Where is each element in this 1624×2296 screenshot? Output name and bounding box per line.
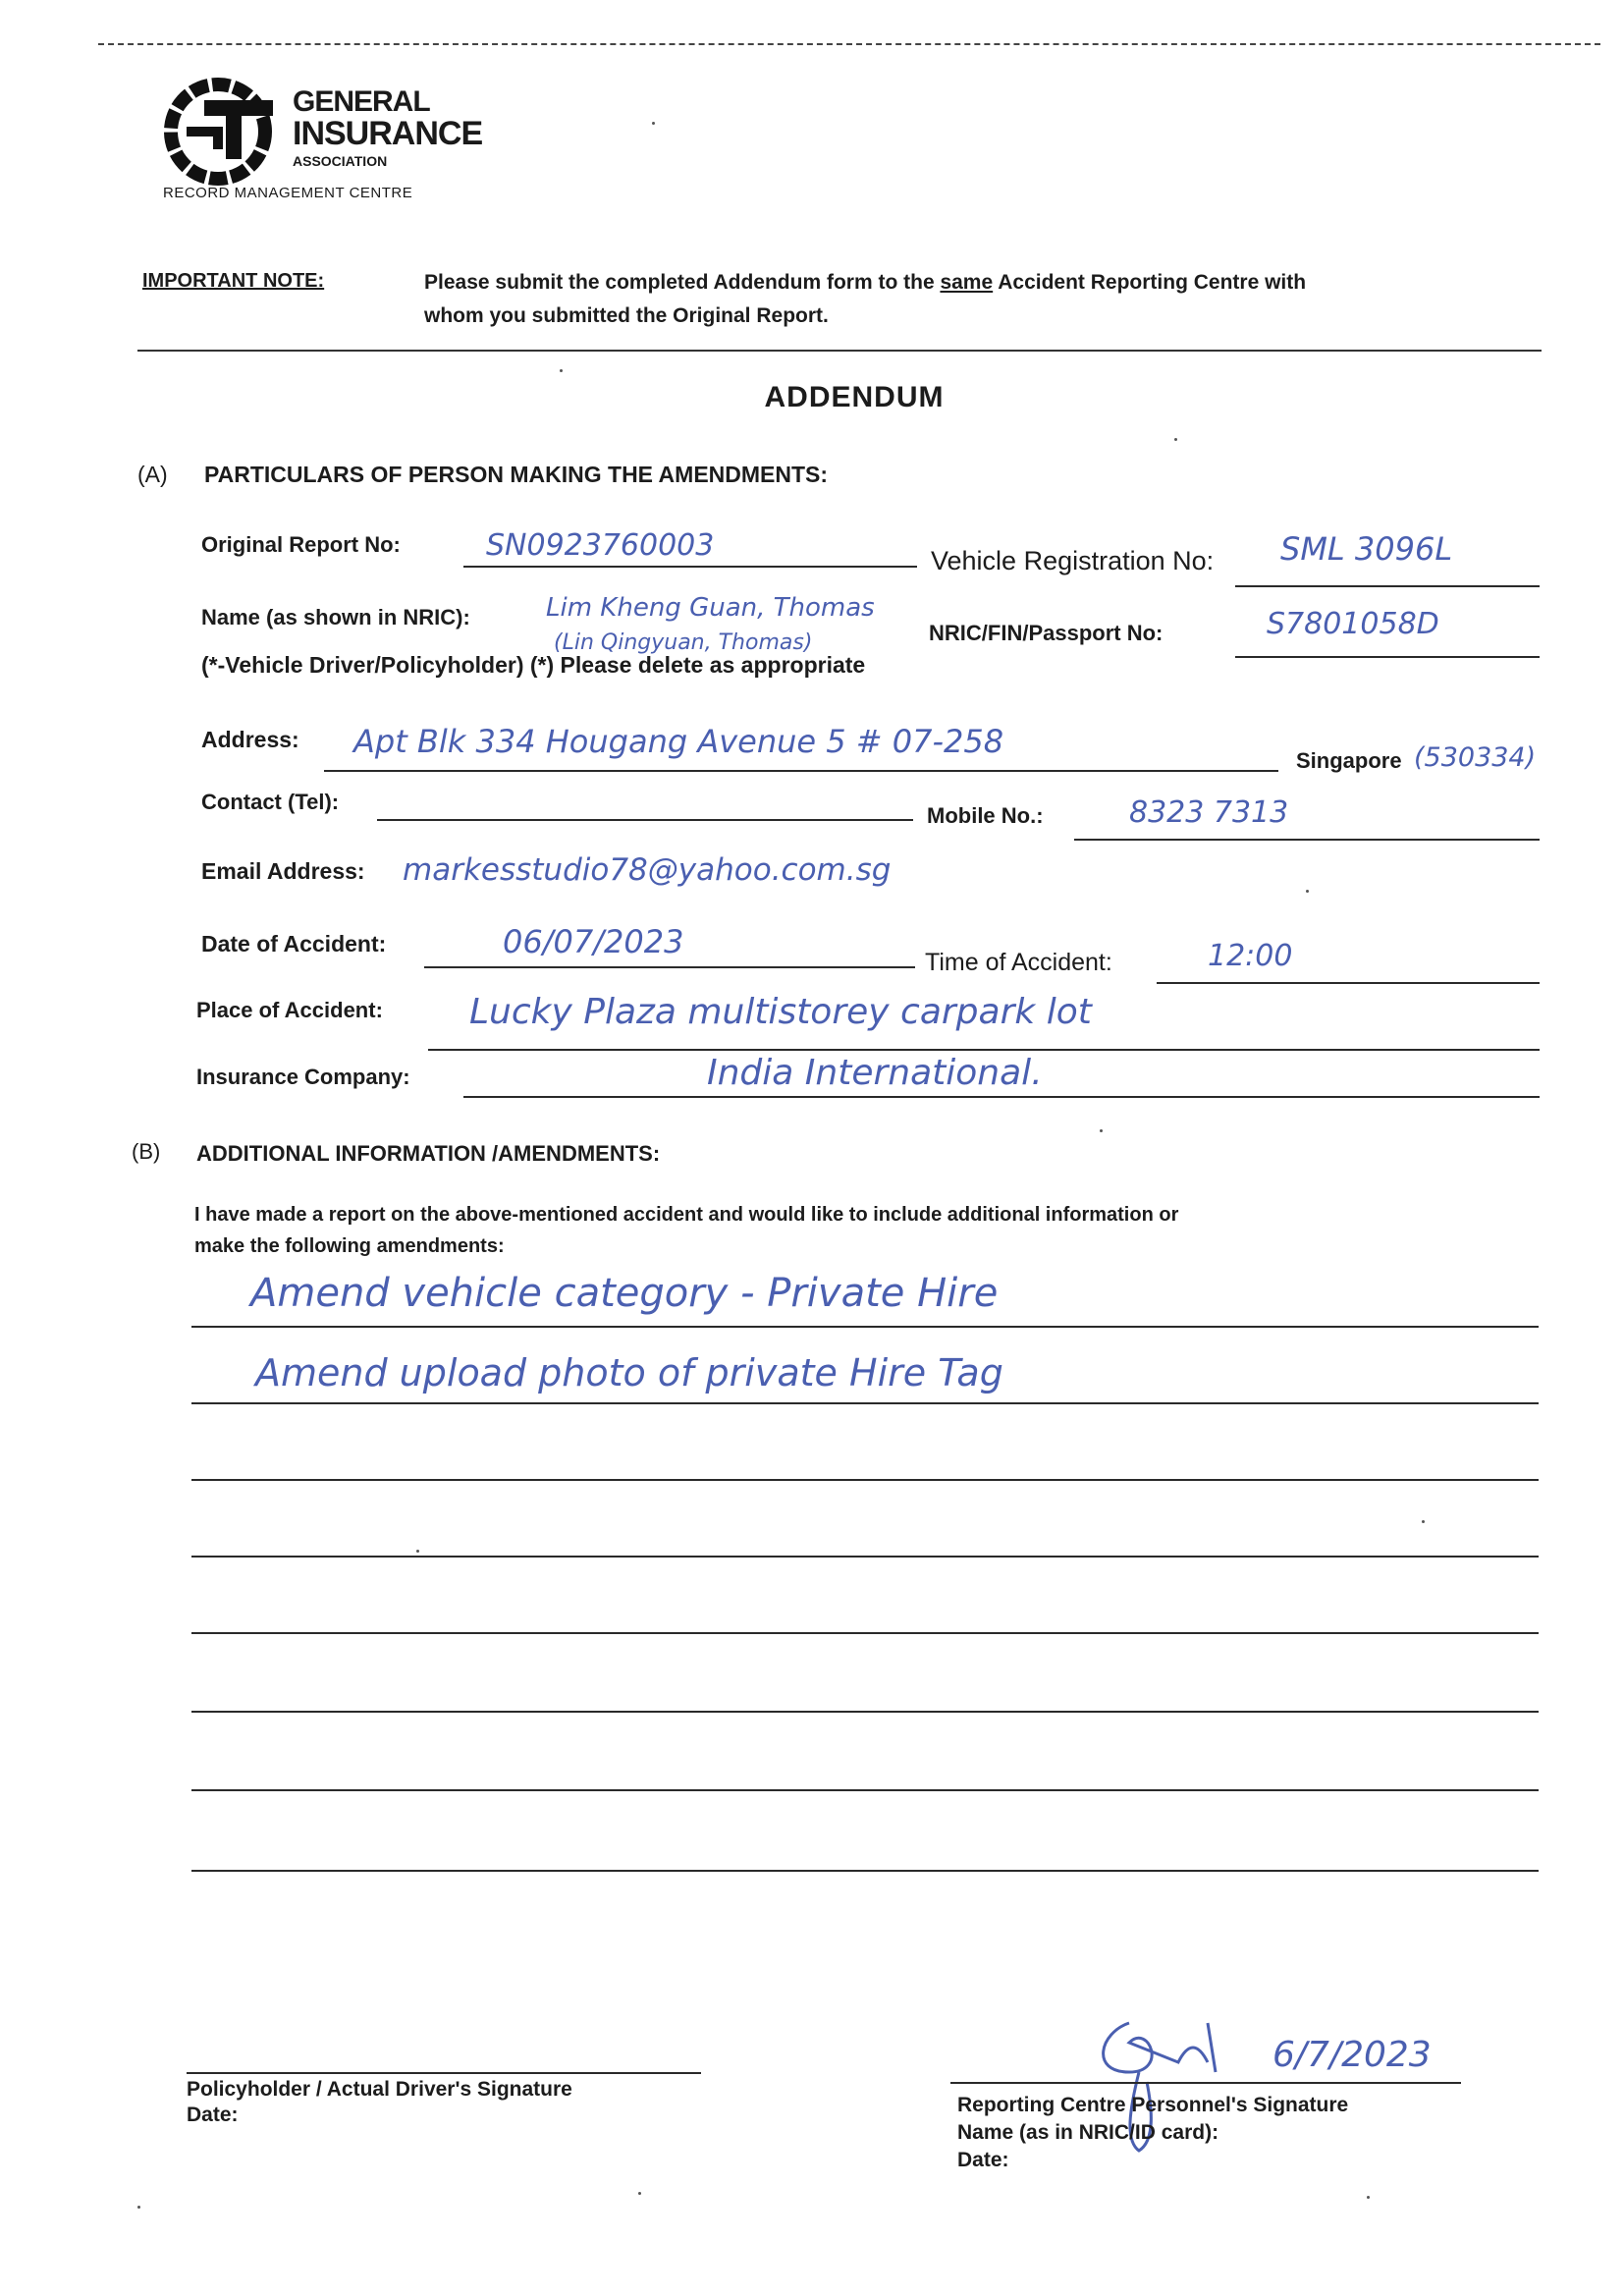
driver-signature-date-label: Date: bbox=[187, 2104, 239, 2126]
original-report-label: Original Report No: bbox=[201, 532, 401, 557]
name-value: Lim Kheng Guan, Thomas bbox=[546, 593, 875, 623]
amendment-line-2: Amend upload photo of private Hire Tag bbox=[255, 1351, 1003, 1394]
driver-signature-field[interactable] bbox=[187, 2072, 701, 2074]
section-b-marker: (B) bbox=[132, 1139, 161, 1164]
amendment-field-4[interactable] bbox=[191, 1556, 1539, 1558]
amendment-field-5[interactable] bbox=[191, 1632, 1539, 1634]
email-value: markesstudio78@yahoo.com.sg bbox=[403, 852, 892, 888]
place-of-accident-field[interactable] bbox=[428, 1049, 1540, 1051]
logo-line2: INSURANCE bbox=[293, 115, 483, 152]
postal-code-value: (530334) bbox=[1414, 742, 1537, 773]
date-of-accident-label: Date of Accident: bbox=[201, 931, 387, 957]
vehicle-reg-label: Vehicle Registration No: bbox=[931, 546, 1215, 575]
nric-field[interactable] bbox=[1235, 656, 1540, 658]
important-note-label: IMPORTANT NOTE: bbox=[142, 270, 325, 292]
mobile-label: Mobile No.: bbox=[927, 803, 1044, 828]
personnel-signature-date: 6/7/2023 bbox=[1272, 2035, 1432, 2075]
personnel-name-label: Name (as in NRIC/ID card): bbox=[957, 2121, 1219, 2144]
scan-speck bbox=[638, 2192, 641, 2195]
personnel-date-label: Date: bbox=[957, 2149, 1009, 2171]
contact-field[interactable] bbox=[377, 819, 913, 821]
personnel-signature-label: Reporting Centre Personnel's Signature bbox=[957, 2094, 1349, 2116]
section-a-marker: (A) bbox=[137, 462, 168, 487]
scan-speck bbox=[1174, 438, 1177, 441]
section-a-heading: PARTICULARS OF PERSON MAKING THE AMENDMENTS: bbox=[204, 462, 829, 487]
record-centre-label: RECORD MANAGEMENT CENTRE bbox=[163, 185, 413, 201]
insurance-company-value: India International. bbox=[707, 1053, 1043, 1093]
name-label: Name (as shown in NRIC): bbox=[201, 605, 470, 629]
address-field[interactable] bbox=[324, 770, 1278, 772]
scan-speck bbox=[1306, 890, 1309, 893]
form-title: ADDENDUM bbox=[764, 381, 945, 413]
section-b-intro-line1: I have made a report on the above-mentioned accident and would like to include additional information or bbox=[194, 1204, 1179, 1226]
top-edge-rule bbox=[98, 43, 1600, 45]
vehicle-reg-field[interactable] bbox=[1235, 585, 1540, 587]
section-b-heading: ADDITIONAL INFORMATION /AMENDMENTS: bbox=[196, 1141, 661, 1166]
mobile-field[interactable] bbox=[1074, 839, 1540, 841]
amendment-line-1: Amend vehicle category - Private Hire bbox=[250, 1271, 999, 1316]
date-of-accident-value: 06/07/2023 bbox=[503, 923, 684, 960]
important-note-text-line2: whom you submitted the Original Report. bbox=[424, 304, 829, 327]
place-of-accident-value: Lucky Plaza multistorey carpark lot bbox=[469, 992, 1092, 1032]
scan-speck bbox=[1367, 2196, 1370, 2199]
section-b-intro-line2: make the following amendments: bbox=[194, 1235, 505, 1257]
logo-line3: ASSOCIATION bbox=[293, 153, 388, 169]
name-value-line2: (Lin Qingyuan, Thomas) bbox=[554, 630, 813, 655]
insurance-company-label: Insurance Company: bbox=[196, 1065, 410, 1089]
personnel-signature-field[interactable] bbox=[950, 2082, 1461, 2084]
scan-speck bbox=[416, 1550, 419, 1553]
logo-line1: GENERAL bbox=[293, 85, 430, 118]
place-of-accident-label: Place of Accident: bbox=[196, 998, 383, 1022]
time-of-accident-value: 12:00 bbox=[1208, 939, 1293, 973]
note-divider bbox=[137, 350, 1542, 352]
scan-speck bbox=[652, 122, 655, 125]
vehicle-reg-value: SML 3096L bbox=[1280, 530, 1453, 568]
original-report-value: SN0923760003 bbox=[486, 528, 715, 563]
time-of-accident-field[interactable] bbox=[1157, 982, 1540, 984]
amendment-field-3[interactable] bbox=[191, 1479, 1539, 1481]
time-of-accident-label: Time of Accident: bbox=[925, 949, 1112, 976]
gia-logo-emblem-icon bbox=[157, 71, 295, 189]
address-label: Address: bbox=[201, 727, 299, 752]
amendment-field-6[interactable] bbox=[191, 1711, 1539, 1713]
important-note-text: Please submit the completed Addendum form to the same Accident Reporting Centre with bbox=[424, 271, 1307, 294]
amendment-field-7[interactable] bbox=[191, 1789, 1539, 1791]
insurance-company-field[interactable] bbox=[463, 1096, 1540, 1098]
amendment-field-8[interactable] bbox=[191, 1870, 1539, 1872]
nric-value: S7801058D bbox=[1267, 607, 1439, 641]
nric-label: NRIC/FIN/Passport No: bbox=[929, 621, 1164, 645]
date-of-accident-field[interactable] bbox=[424, 966, 915, 968]
singapore-label: Singapore bbox=[1296, 748, 1402, 773]
scan-speck bbox=[137, 2206, 140, 2209]
contact-label: Contact (Tel): bbox=[201, 790, 340, 814]
scan-speck bbox=[1422, 1520, 1425, 1523]
role-line: (*-Vehicle Driver/Policyholder) (*) Please delete as appropriate bbox=[201, 652, 866, 678]
scan-speck bbox=[1100, 1129, 1103, 1132]
scan-speck bbox=[560, 369, 563, 372]
driver-signature-label: Policyholder / Actual Driver's Signature bbox=[187, 2078, 572, 2101]
amendment-field-1[interactable] bbox=[191, 1326, 1539, 1328]
original-report-field[interactable] bbox=[463, 566, 917, 568]
mobile-value: 8323 7313 bbox=[1129, 795, 1289, 830]
address-value: Apt Blk 334 Hougang Avenue 5 # 07-258 bbox=[353, 723, 1004, 760]
email-label: Email Address: bbox=[201, 858, 365, 884]
amendment-field-2[interactable] bbox=[191, 1402, 1539, 1404]
